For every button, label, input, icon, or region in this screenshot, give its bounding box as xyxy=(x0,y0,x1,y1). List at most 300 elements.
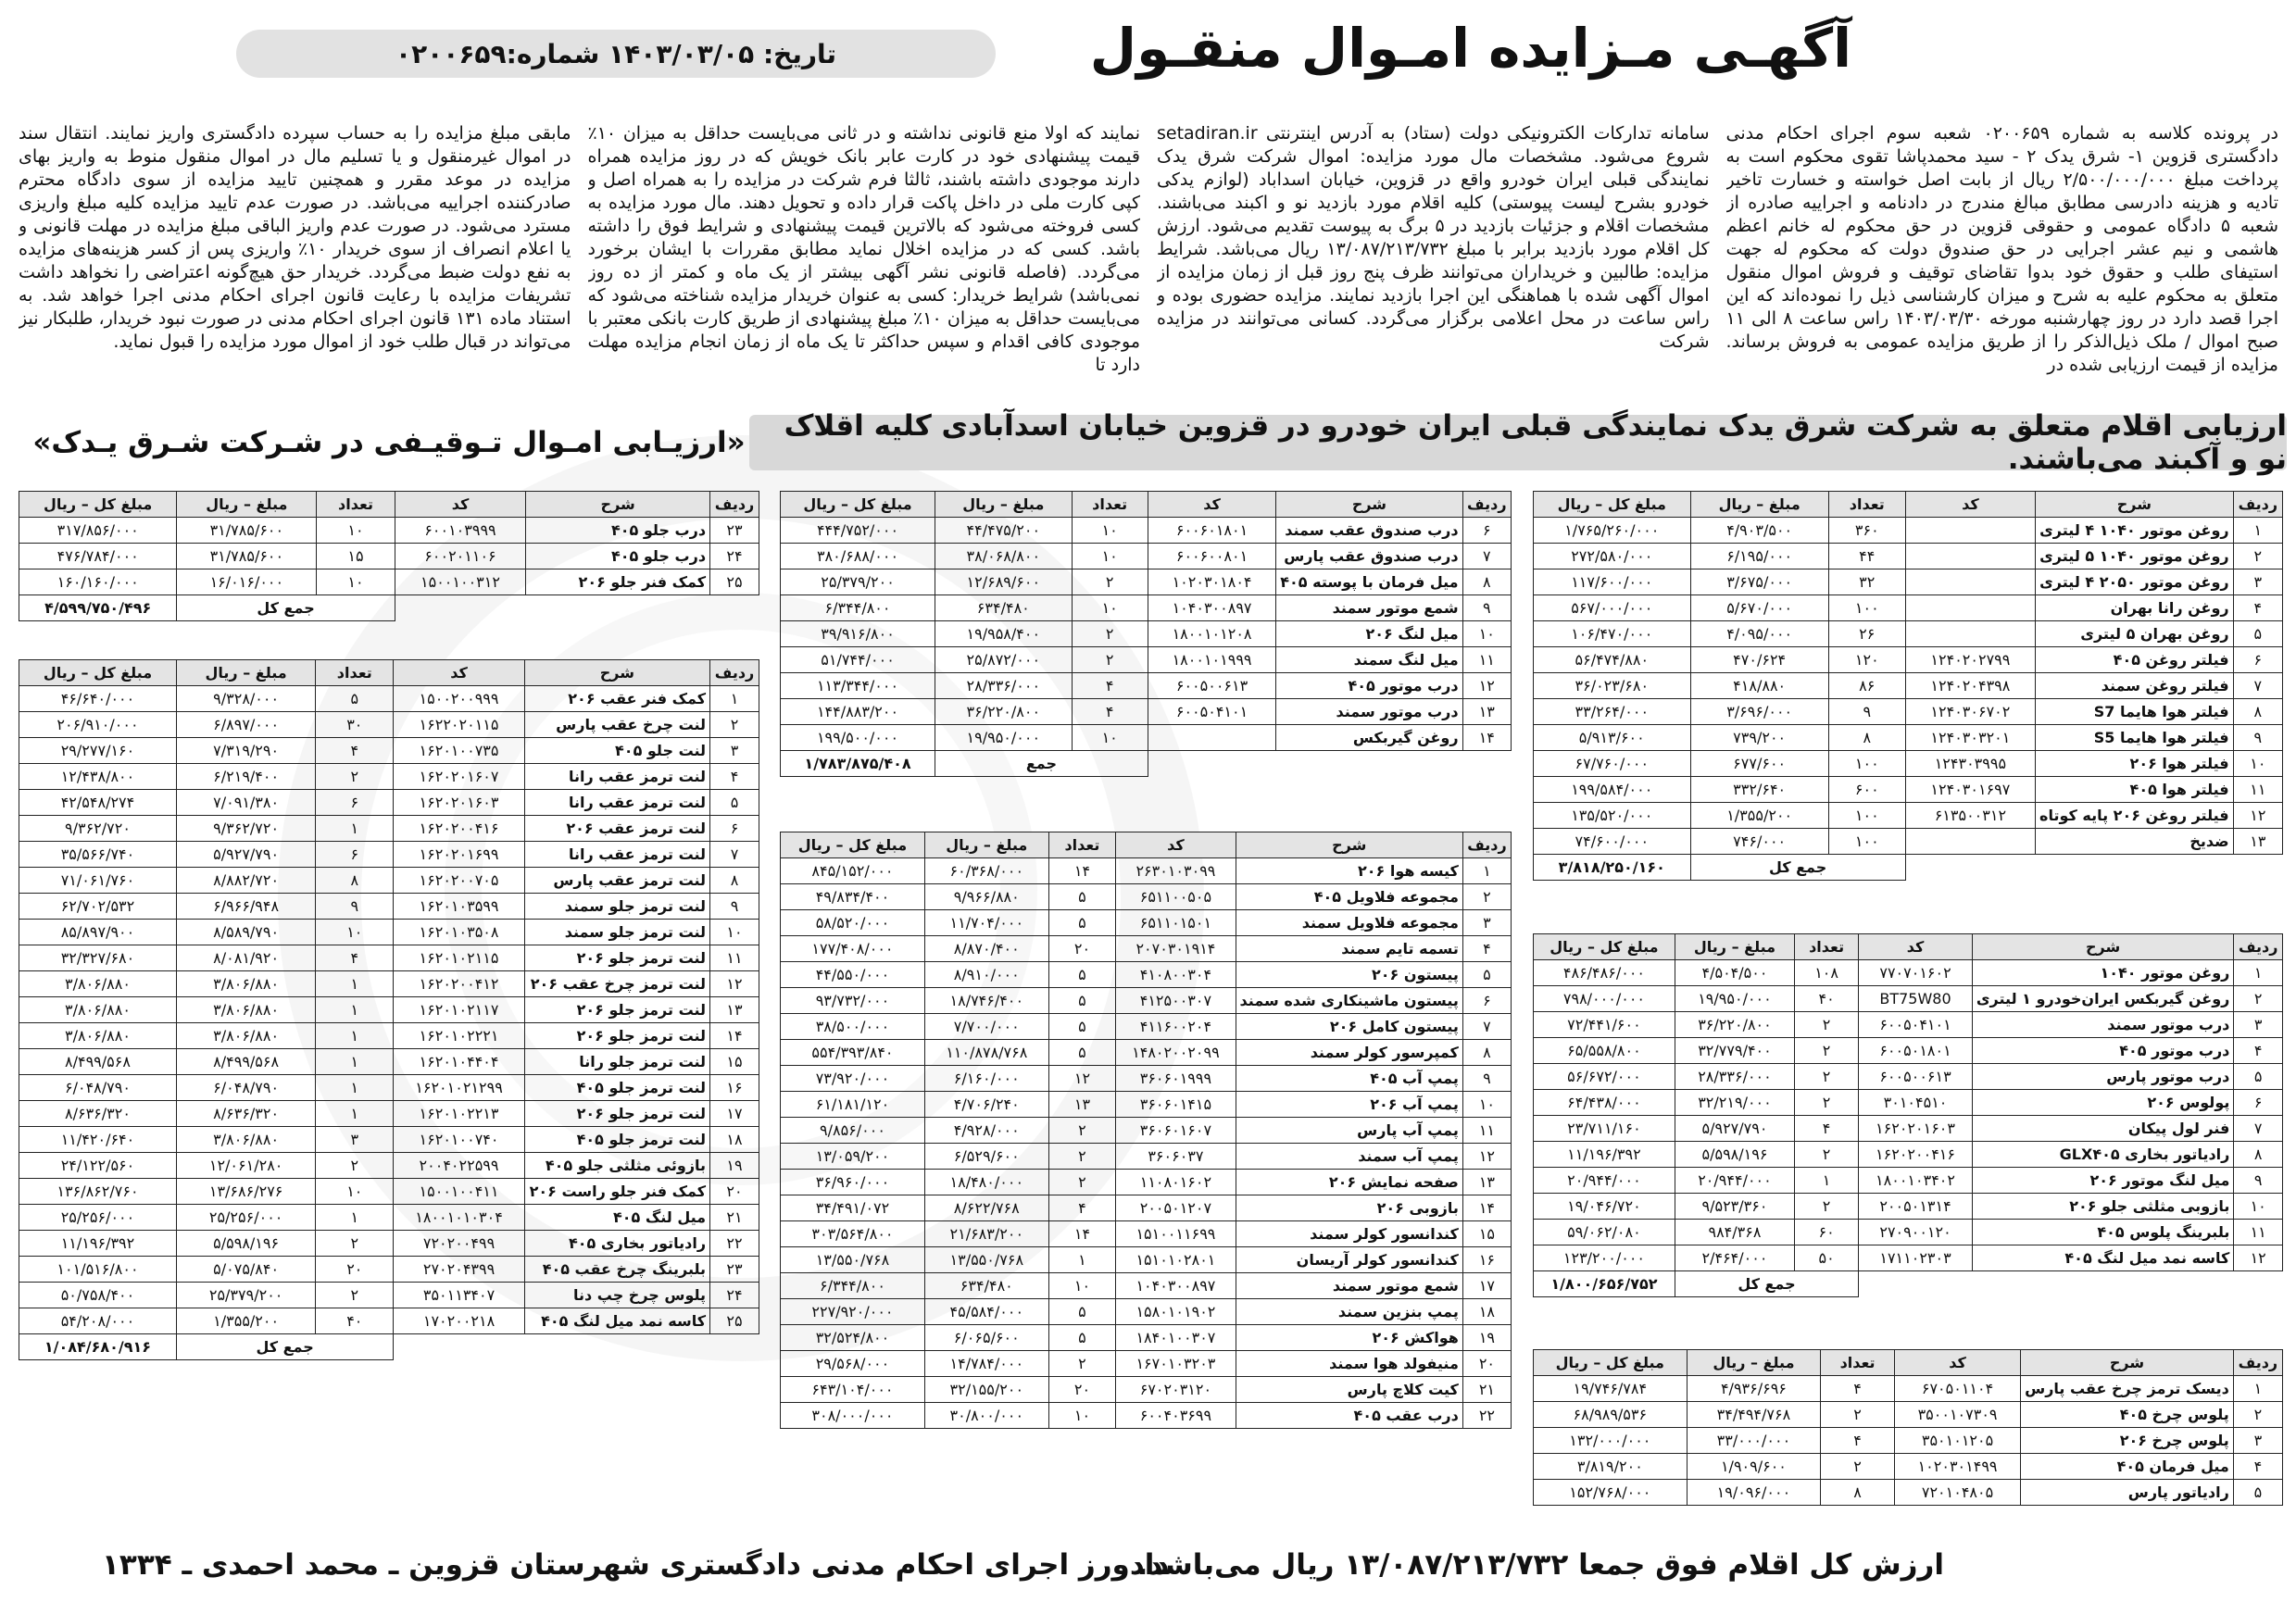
table-cell: ۱۶۲۰۱۰۲۲۲۱ xyxy=(394,1023,524,1049)
table-cell: ۳ xyxy=(2233,1428,2282,1454)
column-header: کد xyxy=(1148,492,1275,518)
table-cell: ۴۴/۴۷۵/۲۰۰ xyxy=(935,518,1072,544)
column-header: کد xyxy=(394,660,524,686)
table-cell: ۳۲/۱۵۵/۲۰۰ xyxy=(924,1377,1048,1403)
table-cell: ۶۰۰۵۰۱۸۰۱ xyxy=(1859,1038,1973,1064)
table-cell: ۲ xyxy=(316,1283,394,1308)
table-cell: فیلتر روغن ۴۰۵ xyxy=(2036,647,2234,673)
table-cell: ۱۰ xyxy=(2233,751,2282,777)
table-cell: ۱۸ xyxy=(710,1127,759,1153)
table-cell: ۶۱/۱۸۱/۱۲۰ xyxy=(781,1092,925,1118)
table-cell: ۷۲۰۱۰۴۸۰۵ xyxy=(1894,1480,2020,1506)
table-cell: ۸ xyxy=(316,868,394,894)
table-cell: ۱/۳۵۵/۲۰۰ xyxy=(176,1308,315,1334)
table-cell: ۳/۸۰۶/۸۸۰ xyxy=(176,971,315,997)
table-cell: لنت ترمز جلو ۲۰۶ xyxy=(524,945,709,971)
table-cell: ۱۱/۱۹۶/۳۹۲ xyxy=(1534,1142,1675,1168)
table-cell: ۵/۹۲۷/۷۹۰ xyxy=(1675,1116,1794,1142)
table-cell: ۲۳ xyxy=(710,1257,759,1283)
column-header: تعداد xyxy=(1828,492,1905,518)
table-cell: ۱۶۲۰۲۰۰۴۱۶ xyxy=(1859,1142,1973,1168)
table-cell: ۳ xyxy=(2234,1012,2283,1038)
table-cell: ۷۴/۶۰۰/۰۰۰ xyxy=(1534,829,1691,855)
table-cell: ۴ xyxy=(1048,1195,1116,1221)
table-cell: ۶۰۰۵۰۴۱۰۱ xyxy=(1148,699,1275,725)
table-cell: درب موتور سمند xyxy=(1972,1012,2233,1038)
table-cell: فیلتر هوا ۴۰۵ xyxy=(2036,777,2234,803)
table-cell: ۵۰ xyxy=(1795,1245,1859,1271)
table-cell: ۴ xyxy=(2234,1038,2283,1064)
table-cell: ۳/۸۰۶/۸۸۰ xyxy=(19,997,177,1023)
table-row xyxy=(1534,647,2283,673)
table-cell: ۶۰۰۲۰۱۱۰۶ xyxy=(395,544,526,569)
column-header: مبلغ کل – ریال xyxy=(1534,1350,1687,1376)
item-table-t3 xyxy=(1533,1349,2283,1506)
table-cell: ۲۰ xyxy=(1462,1351,1511,1377)
table-cell: روغن گیربکس xyxy=(1276,725,1462,751)
table-cell: ۴ xyxy=(1462,936,1511,962)
table-cell: ۸/۴۹۹/۵۶۸ xyxy=(19,1049,177,1075)
table-cell: ۲۲ xyxy=(710,1231,759,1257)
table-cell: ۶۱۳۵۰۰۳۱۲ xyxy=(1905,803,2035,829)
table-row xyxy=(19,920,759,945)
table-cell: ۱۱/۷۰۴/۰۰۰ xyxy=(924,910,1048,936)
table-cell: ۴۹/۸۳۴/۴۰۰ xyxy=(781,884,925,910)
table-cell: ۱۲۴۳۰۳۹۹۵ xyxy=(1905,751,2035,777)
table-cell: ۵/۶۷۰/۰۰۰ xyxy=(1690,595,1828,621)
table-cell: ۲ xyxy=(2233,1402,2282,1428)
table-total-spacer xyxy=(395,595,759,621)
table-cell: ۱۵۱۰۱۰۲۸۰۱ xyxy=(1116,1247,1236,1273)
table-cell: ۱۰ xyxy=(710,920,759,945)
table-cell: ۷ xyxy=(1462,1014,1511,1040)
table-cell: ۳۵/۵۶۶/۷۴۰ xyxy=(19,842,177,868)
table-cell: ۵ xyxy=(1048,962,1116,988)
table-cell: ۳۰/۸۰۰/۰۰۰ xyxy=(924,1403,1048,1429)
table-cell: ۴/۹۰۳/۵۰۰ xyxy=(1690,518,1828,544)
table-cell: ۷ xyxy=(710,842,759,868)
table-total-label: جمع کل xyxy=(176,1334,393,1360)
table-cell: درب موتور سمند xyxy=(1276,699,1462,725)
table-cell: پمپ آب ۲۰۶ xyxy=(1236,1092,1462,1118)
table-row xyxy=(1534,1012,2283,1038)
table-cell: ۹۸۴/۳۶۸ xyxy=(1675,1220,1794,1245)
table-row xyxy=(19,1153,759,1179)
table-cell: ۹/۹۶۶/۸۸۰ xyxy=(924,884,1048,910)
table-cell: ۱ xyxy=(2234,960,2283,986)
table-cell: ۱۷۰۲۰۰۲۱۸ xyxy=(394,1308,524,1334)
table-cell: ۹ xyxy=(316,894,394,920)
table-cell: ۱۲۴۰۲۰۲۷۹۹ xyxy=(1905,647,2035,673)
table-row xyxy=(19,1023,759,1049)
table-cell: ۱۱ xyxy=(1462,1118,1511,1144)
table-cell: مجموعه فلاویل ۴۰۵ xyxy=(1236,884,1462,910)
table-row xyxy=(781,647,1512,673)
table-cell: ۱۹ xyxy=(710,1153,759,1179)
table-cell: ۱۸ xyxy=(1462,1299,1511,1325)
table-cell: ۱۳/۰۵۹/۲۰۰ xyxy=(781,1144,925,1170)
table-cell: ۹ xyxy=(2234,1168,2283,1194)
table-total-spacer xyxy=(394,1334,759,1360)
table-row xyxy=(1534,544,2283,569)
table-cell: ۶ xyxy=(2233,647,2282,673)
table-cell: ۳۴/۴۹۴/۷۶۸ xyxy=(1687,1402,1821,1428)
table-cell: ۸ xyxy=(710,868,759,894)
table-cell: بازوبی مثلثی جلو ۲۰۶ xyxy=(1972,1194,2233,1220)
column-header: شرح xyxy=(1972,934,2233,960)
table-cell: ۳۸/۵۰۰/۰۰۰ xyxy=(781,1014,925,1040)
table-row xyxy=(19,686,759,712)
table-cell: ۱۴/۷۸۴/۰۰۰ xyxy=(924,1351,1048,1377)
table-cell: روغن موتور ۱۰۴۰ xyxy=(1972,960,2233,986)
table-cell: ۲ xyxy=(1795,1064,1859,1090)
table-cell: ۹/۳۶۲/۷۲۰ xyxy=(19,816,177,842)
table-cell: ۹/۸۵۶/۰۰۰ xyxy=(781,1118,925,1144)
table-cell: ۲ xyxy=(1795,1038,1859,1064)
table-cell: ۴ xyxy=(316,945,394,971)
table-cell: ۴ xyxy=(1821,1376,1895,1402)
table-cell: فیلتر روغن ۲۰۶ پایه کوتاه xyxy=(2036,803,2234,829)
table-cell: مجموعه فلاویل سمند xyxy=(1236,910,1462,936)
table-cell: ۶/۰۴۸/۷۹۰ xyxy=(19,1075,177,1101)
table-row xyxy=(1534,1402,2283,1428)
table-cell: ۳/۸۰۶/۸۸۰ xyxy=(19,1023,177,1049)
table-cell: ۲ xyxy=(1072,621,1148,647)
table-row xyxy=(19,712,759,738)
table-row xyxy=(1534,621,2283,647)
column-header: مبلغ کل – ریال xyxy=(1534,492,1691,518)
table-cell: ۳۶/۲۲۰/۸۰۰ xyxy=(935,699,1072,725)
table-cell: ۵۶/۶۷۲/۰۰۰ xyxy=(1534,1064,1675,1090)
table-cell xyxy=(1905,544,2035,569)
table-cell: ۲۰۰۵۰۱۳۱۴ xyxy=(1859,1194,1973,1220)
table-cell: ۱۶۲۰۱۰۳۵۹۹ xyxy=(394,894,524,920)
table-row xyxy=(781,518,1512,544)
table-cell: ۳۵۰۱۰۱۲۰۵ xyxy=(1894,1428,2020,1454)
table-cell: ۸ xyxy=(1821,1480,1895,1506)
table-cell: ۲۵ xyxy=(710,1308,759,1334)
text-column-4: مابقی مبلغ مزایده را به حساب سپرده دادگستری واریز نمایند. انتقال سند در اموال غیرمنقول و یا تسلیم مال در اموال منقول منوط به واریز بهای مزایده در موعد مقرر و همچنین تایید مزایده از سوی دادگاه محترم صادرکننده اجراییه می‌باشد. در صورت عدم تایید مزایده کلیه مبلغ واریزی مسترد می‌شود. در صورت عدم واریز الباقی مبلغ مزایده در مهلت قانونی و یا اعلام انصراف از سوی خریدار ۱۰٪ واریزی پس از کسر هزینه‌های مزایده به نفع دولت ضبط می‌گردد. خریدار حق هیچ‌گونه اعتراضی را نخواهد داشت تشریفات مزایده با رعایت قانون اجرای احکام مدنی اجرا خواهد شد. به استناد ماده ۱۳۱ قانون اجرای احکام مدنی در صورت نبود خریدار، طلبکار نیز می‌تواند در قبال طلب خود از اموال مورد مزایده را قبول نماید. xyxy=(19,123,571,352)
table-row xyxy=(19,1179,759,1205)
table-cell: ۶۷۰۵۰۱۱۰۴ xyxy=(1894,1376,2020,1402)
table-cell: ۱۶۲۰۲۰۰۷۰۵ xyxy=(394,868,524,894)
table-cell: فیلتر روغن سمند xyxy=(2036,673,2234,699)
table-cell: ۴۰ xyxy=(316,1308,394,1334)
column-header: مبلغ – ریال xyxy=(1687,1350,1821,1376)
table-cell: ۱۰۰ xyxy=(1828,595,1905,621)
table-cell: ۷۳/۹۲۰/۰۰۰ xyxy=(781,1066,925,1092)
table-cell: ۳۶۰۶۰۱۹۹۹ xyxy=(1116,1066,1236,1092)
table-cell: ۸/۰۸۱/۹۲۰ xyxy=(176,945,315,971)
table-cell: ۵ xyxy=(1048,1014,1116,1040)
table-cell: ۱۰ xyxy=(1072,595,1148,621)
table-cell: ۱۰ xyxy=(1462,1092,1511,1118)
table-cell: ۲۲۷/۹۲۰/۰۰۰ xyxy=(781,1299,925,1325)
table-cell: ۲۱/۶۸۳/۲۰۰ xyxy=(924,1221,1048,1247)
table-cell: ۳۲/۳۲۷/۶۸۰ xyxy=(19,945,177,971)
table-cell: ۱۹ xyxy=(1462,1325,1511,1351)
table-cell: ۱۵۸۰۱۰۱۹۰۲ xyxy=(1116,1299,1236,1325)
table-cell: ۴/۵۰۴/۵۰۰ xyxy=(1675,960,1794,986)
table-cell: ۱۱/۴۲۰/۶۴۰ xyxy=(19,1127,177,1153)
table-cell: ۶/۲۱۹/۴۰۰ xyxy=(176,764,315,790)
table-cell: ۳۱/۷۸۵/۶۰۰ xyxy=(177,518,317,544)
table-cell: ۱۶۲۰۱۰۲۲۱۳ xyxy=(394,1101,524,1127)
table-cell: ۲۸/۳۳۶/۰۰۰ xyxy=(935,673,1072,699)
table-cell: ۲۵/۳۷۹/۲۰۰ xyxy=(781,569,935,595)
table-cell: ۱۲/۰۶۱/۲۸۰ xyxy=(176,1153,315,1179)
table-cell: ۲۹/۵۶۸/۰۰۰ xyxy=(781,1351,925,1377)
table-cell: ۶ xyxy=(710,816,759,842)
table-cell: ۲ xyxy=(1072,647,1148,673)
table-cell: ۶۰/۳۶۸/۰۰۰ xyxy=(924,858,1048,884)
table-cell: ۴/۹۲۸/۰۰۰ xyxy=(924,1118,1048,1144)
table-header-row xyxy=(19,660,759,686)
table-cell: ۲ xyxy=(1795,1090,1859,1116)
table-row xyxy=(19,1205,759,1231)
column-header: مبلغ کل – ریال xyxy=(19,660,177,686)
table-cell: ۸ xyxy=(1828,725,1905,751)
column-header: شرح xyxy=(2036,492,2234,518)
table-row xyxy=(781,858,1512,884)
table-cell: ۱ xyxy=(1462,858,1511,884)
table-cell: ۱۲۴۰۳۰۶۷۰۲ xyxy=(1905,699,2035,725)
table-total-row xyxy=(19,1334,759,1360)
table-cell: لنت ترمز جلو ۴۰۵ xyxy=(524,1127,709,1153)
table-cell: ضدیخ xyxy=(2036,829,2234,855)
table-row xyxy=(1534,1116,2283,1142)
table-cell: ۲۶۳۰۱۰۳۰۹۹ xyxy=(1116,858,1236,884)
table-cell xyxy=(1148,725,1275,751)
table-cell: ۵ xyxy=(2233,1480,2282,1506)
table-row xyxy=(19,1101,759,1127)
table-cell: ۳۱/۷۸۵/۶۰۰ xyxy=(177,544,317,569)
table-header-row xyxy=(1534,492,2283,518)
table-cell: روغن رانا بهران xyxy=(2036,595,2234,621)
column-header: مبلغ – ریال xyxy=(935,492,1072,518)
table-cell: ۹ xyxy=(1462,1066,1511,1092)
table-cell: ۹/۳۲۸/۰۰۰ xyxy=(176,686,315,712)
table-header-row xyxy=(781,492,1512,518)
table-cell: ۴۱۲۵۰۰۳۰۷ xyxy=(1116,988,1236,1014)
table-cell: لنت ترمز عقب رانا xyxy=(524,790,709,816)
table-row xyxy=(781,1195,1512,1221)
table-cell: ۱۵۰۰۱۰۰۴۱۱ xyxy=(394,1179,524,1205)
table-cell: ۳۳/۰۰۰/۰۰۰ xyxy=(1687,1428,1821,1454)
table-cell: ۱۵۰۰۱۰۰۳۱۲ xyxy=(395,569,526,595)
table-row xyxy=(781,569,1512,595)
table-cell: ۱۳/۵۵۰/۷۶۸ xyxy=(924,1247,1048,1273)
table-cell: ۲/۴۶۴/۰۰۰ xyxy=(1675,1245,1794,1271)
table-cell: ۸۵/۸۹۷/۹۰۰ xyxy=(19,920,177,945)
section-heading-appraisal: ارزیابی اقلام متعلق به شرکت شرق یدک نمایندگی قبلی ایران خودرو در قزوین خیابان اسدآبادی کلیه اقلاک نو و آکبند می‌باشند. xyxy=(749,415,2287,470)
table-cell: ۱ xyxy=(1795,1168,1859,1194)
table-cell: ۲ xyxy=(1048,1351,1116,1377)
table-total-row xyxy=(1534,1271,2283,1297)
column-header: کد xyxy=(395,492,526,518)
table-cell: ۵۱/۷۴۴/۰۰۰ xyxy=(781,647,935,673)
table-cell: ۱۸۰۰۱۰۳۴۰۲ xyxy=(1859,1168,1973,1194)
table-cell: ۱۸۴۰۱۰۰۳۰۷ xyxy=(1116,1325,1236,1351)
table-row xyxy=(19,1257,759,1283)
item-table-t6 xyxy=(19,491,759,621)
table-row xyxy=(781,1144,1512,1170)
table-cell: ۳۳/۲۶۴/۰۰۰ xyxy=(1534,699,1691,725)
table-cell: ۷۲/۴۴۱/۶۰۰ xyxy=(1534,1012,1675,1038)
table-cell: کمک فنر عقب ۲۰۶ xyxy=(524,686,709,712)
table-total-spacer xyxy=(1859,1271,2283,1297)
table-cell: رادیاتور بخاری ۴۰۵ xyxy=(524,1231,709,1257)
table-cell: ۲۰/۹۴۴/۰۰۰ xyxy=(1534,1168,1675,1194)
table-cell: ۲۴/۱۲۲/۵۶۰ xyxy=(19,1153,177,1179)
table-cell: کیسه هوا ۲۰۶ xyxy=(1236,858,1462,884)
table-cell: ۹ xyxy=(710,894,759,920)
table-cell: ۶۳۴/۴۸۰ xyxy=(935,595,1072,621)
table-cell: ۳۰۱۰۴۵۱۰ xyxy=(1859,1090,1973,1116)
table-row xyxy=(19,842,759,868)
table-cell: لنت ترمز جلو سمند xyxy=(524,894,709,920)
table-cell: ۱۵ xyxy=(1462,1221,1511,1247)
table-cell: ۲ xyxy=(2233,544,2282,569)
table-row xyxy=(1534,1194,2283,1220)
table-cell: ۱۰۰ xyxy=(1828,803,1905,829)
table-cell: ۱۸/۴۸۰/۰۰۰ xyxy=(924,1170,1048,1195)
table-cell: ۶۰۰۵۰۴۱۰۱ xyxy=(1859,1012,1973,1038)
table-cell: ۳۵۰۱۱۳۴۰۷ xyxy=(394,1283,524,1308)
table-total-value: ۱/۰۸۴/۶۸۰/۹۱۶ xyxy=(19,1334,177,1360)
table-cell: ۱۹/۷۴۶/۷۸۴ xyxy=(1534,1376,1687,1402)
column-header: مبلغ – ریال xyxy=(176,660,315,686)
text-column-2: سامانه تدارکات الکترونیکی دولت (ستاد) به آدرس اینترنتی setadiran.ir شروع می‌شود. مشخصات مال مورد مزایده: اموال شرکت شرق یدک نمایندگی قبلی ایران خودرو واقع در قزوین، خیابان اسداباد (لوازم یدکی خودرو بشرح لیست پیوستی) کلیه اقلام مورد بازدید نو و اکبند می‌باشند. مشخصات اقلام و جزئیات بازدید در ۵ برگ به پیوست تقدیم می‌شود. ارزش کل اقلام مورد بازدید برابر با مبلغ ۱۳/۰۸۷/۲۱۳/۷۳۲ ریال می‌باشد. شرایط مزایده: طالبین و خریداران می‌توانند ظرف پنج روز قبل از زمان مزایده از اموال آگهی شده با هماهنگی این اجرا بازدید نمایند. مزایده حضوری بوده و راس ساعت در محل اعلامی برگزار می‌گردد. کسانی می‌توانند در مزایده شرکت xyxy=(1157,123,1710,352)
table-row xyxy=(1534,1454,2283,1480)
table-row xyxy=(1534,751,2283,777)
table-cell: ۱۶۲۰۱۰۴۴۰۴ xyxy=(394,1049,524,1075)
table-cell: پمپ آب ۴۰۵ xyxy=(1236,1066,1462,1092)
column-header: کد xyxy=(1905,492,2035,518)
table-cell: ۱۸۰۰۱۰۱۲۰۸ xyxy=(1148,621,1275,647)
table-cell: ۴۱۸/۸۸۰ xyxy=(1690,673,1828,699)
table-cell: ۴ xyxy=(1795,1116,1859,1142)
table-cell: لنت ترمز عقب ۲۰۶ xyxy=(524,816,709,842)
table-cell: ۶/۰۶۵/۶۰۰ xyxy=(924,1325,1048,1351)
table-row xyxy=(19,518,759,544)
table-cell: ۳ xyxy=(710,738,759,764)
table-row xyxy=(781,1247,1512,1273)
table-cell: شمع موتور سمند xyxy=(1276,595,1462,621)
table-row xyxy=(19,894,759,920)
table-cell: ۶۰۰۶۰۱۸۰۱ xyxy=(1148,518,1275,544)
table-total-value: ۳/۸۱۸/۲۵۰/۱۶۰ xyxy=(1534,855,1691,881)
table-cell: ۶۰۰۵۰۰۶۱۳ xyxy=(1148,673,1275,699)
table-cell: ۴ xyxy=(2233,1454,2282,1480)
table-row xyxy=(1534,699,2283,725)
table-cell: ۸/۶۳۶/۳۲۰ xyxy=(176,1101,315,1127)
table-cell: ۱ xyxy=(316,1049,394,1075)
table-cell: ۶۰۰ xyxy=(1828,777,1905,803)
table-cell: ۶۷/۷۶۰/۰۰۰ xyxy=(1534,751,1691,777)
table-cell: ۵۴/۲۰۸/۰۰۰ xyxy=(19,1308,177,1334)
table-cell: ۱۰ xyxy=(317,569,395,595)
table-row xyxy=(19,971,759,997)
table-cell: ۴۷۶/۷۸۴/۰۰۰ xyxy=(19,544,177,569)
table-cell: ۱۲/۶۸۹/۶۰۰ xyxy=(935,569,1072,595)
table-cell: ۱۵۰۰۲۰۰۹۹۹ xyxy=(394,686,524,712)
table-cell: ۷ xyxy=(2233,673,2282,699)
table-total-label: جمع xyxy=(935,751,1148,777)
table-cell: میل فرمان ۴۰۵ xyxy=(2021,1454,2234,1480)
table-cell: ۸ xyxy=(1462,1040,1511,1066)
table-cell: ۶/۵۲۹/۶۰۰ xyxy=(924,1144,1048,1170)
table-row xyxy=(1534,829,2283,855)
table-row xyxy=(781,544,1512,569)
table-total-value: ۱/۸۰۰/۶۵۶/۷۵۲ xyxy=(1534,1271,1675,1297)
table-cell: لنت ترمز جلو رانا xyxy=(524,1049,709,1075)
table-cell: ۴ xyxy=(1072,673,1148,699)
table-cell: ۲۸/۳۳۶/۰۰۰ xyxy=(1675,1064,1794,1090)
table-cell: پمپ آب پارس xyxy=(1236,1118,1462,1144)
table-cell: روغن موتور ۱۰۴۰ ۴ لیتری xyxy=(2036,518,2234,544)
table-cell: ۶ xyxy=(1462,518,1511,544)
column-header: مبلغ – ریال xyxy=(1690,492,1828,518)
table-cell: ۵ xyxy=(1048,988,1116,1014)
table-cell: ۱۵۱۰۰۱۱۶۹۹ xyxy=(1116,1221,1236,1247)
table-cell: ۵ xyxy=(1048,884,1116,910)
table-cell: ۳۰۳/۵۶۴/۸۰۰ xyxy=(781,1221,925,1247)
table-cell: ۳۰ xyxy=(316,712,394,738)
table-row xyxy=(19,1127,759,1153)
table-cell: ۳ xyxy=(2233,569,2282,595)
table-cell: ۱ xyxy=(710,686,759,712)
table-header-row xyxy=(1534,1350,2283,1376)
table-cell: ۲۰ xyxy=(1048,1377,1116,1403)
table-cell: درب جلو ۴۰۵ xyxy=(526,518,710,544)
table-cell: ۱/۷۶۵/۲۶۰/۰۰۰ xyxy=(1534,518,1691,544)
table-cell: ۲ xyxy=(316,764,394,790)
column-header: ردیف xyxy=(710,492,759,518)
table-cell: ۵۶۷/۰۰۰/۰۰۰ xyxy=(1534,595,1691,621)
column-header: شرح xyxy=(526,492,710,518)
table-row xyxy=(19,790,759,816)
table-cell: ۴ xyxy=(2233,595,2282,621)
table-cell: ۳۶۰۶۰۱۶۰۷ xyxy=(1116,1118,1236,1144)
table-cell: بلبرینگ پلوس ۴۰۵ xyxy=(1972,1220,2233,1245)
table-cell: کمک فنر جلو ۲۰۶ xyxy=(526,569,710,595)
table-cell: ۱۳۶/۸۶۲/۷۶۰ xyxy=(19,1179,177,1205)
table-cell: ۳/۸۰۶/۸۸۰ xyxy=(176,1023,315,1049)
table-cell: ۲۵/۲۵۶/۰۰۰ xyxy=(19,1205,177,1231)
table-cell: ۶۵/۵۵۸/۸۰۰ xyxy=(1534,1038,1675,1064)
column-header: شرح xyxy=(2021,1350,2234,1376)
table-cell: درب موتور ۴۰۵ xyxy=(1972,1038,2233,1064)
table-cell: درب جلو ۴۰۵ xyxy=(526,544,710,569)
table-cell: ۶/۳۴۴/۸۰۰ xyxy=(781,1273,925,1299)
table-cell: ۷۹۸/۰۰۰/۰۰۰ xyxy=(1534,986,1675,1012)
table-cell: ۳۶/۲۲۰/۸۰۰ xyxy=(1675,1012,1794,1038)
table-cell: ۶۷۷/۶۰۰ xyxy=(1690,751,1828,777)
table-row xyxy=(781,962,1512,988)
table-cell: منیفولد هوا سمند xyxy=(1236,1351,1462,1377)
table-cell: ۵/۵۹۸/۱۹۶ xyxy=(1675,1142,1794,1168)
table-cell: ۱ xyxy=(316,816,394,842)
table-cell: ۸/۹۱۰/۰۰۰ xyxy=(924,962,1048,988)
table-cell: ۱۴ xyxy=(1462,1195,1511,1221)
table-cell: ۴۷۰/۶۲۴ xyxy=(1690,647,1828,673)
table-cell: پیستون ۲۰۶ xyxy=(1236,962,1462,988)
table-cell: ۶۰۰۵۰۰۶۱۳ xyxy=(1859,1064,1973,1090)
table-cell: درب صندوق عقب سمند xyxy=(1276,518,1462,544)
table-row xyxy=(19,1308,759,1334)
table-cell: ۶۰۰۴۰۳۶۹۹ xyxy=(1116,1403,1236,1429)
